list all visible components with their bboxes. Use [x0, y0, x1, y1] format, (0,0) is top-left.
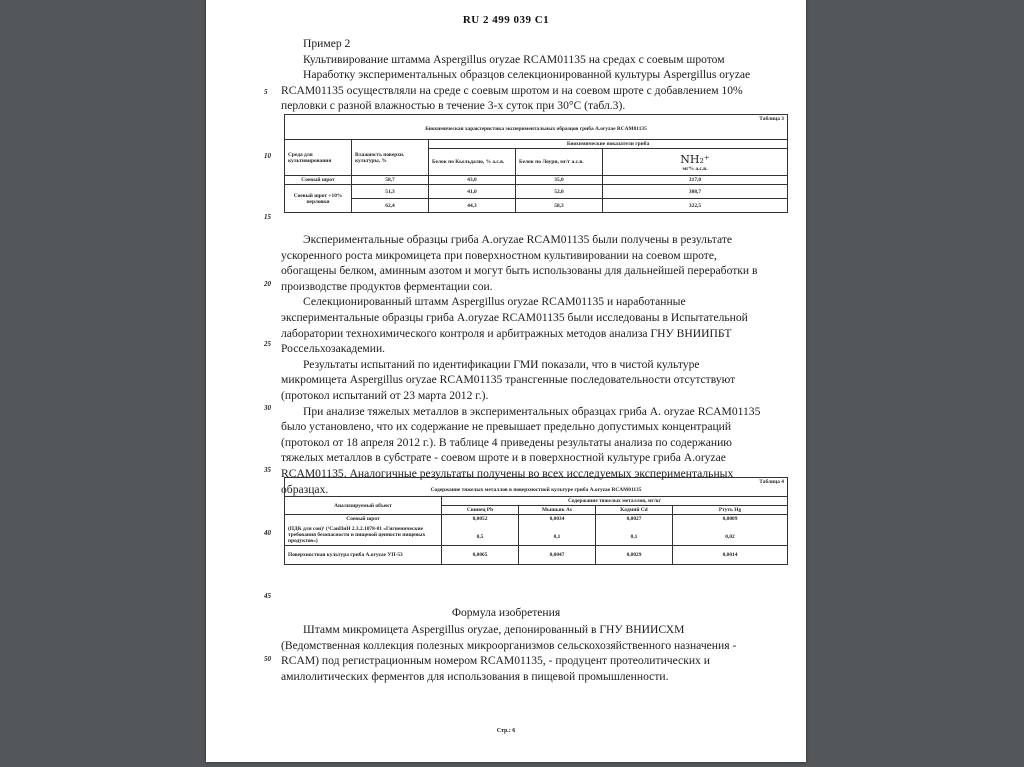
paragraph: Результаты испытаний по идентификации ГМИ показали, что в чистой культуре микромицета Aspergillus oryzae RCAM01135 трансгенные последовательности отсутствуют (протокол испытаний от 23 марта 2012 г.).	[281, 357, 736, 402]
cell-kjeldahl: 44,3	[429, 199, 516, 213]
cell-amine: 308,7	[603, 185, 788, 199]
cell-pb: 0,0052	[472, 516, 488, 522]
claim-block	[281, 622, 761, 684]
line-number: 10	[264, 152, 271, 160]
table-3	[284, 114, 788, 213]
example-title: Пример 2	[303, 37, 351, 50]
header-group: Биохимические показатели гриба	[429, 140, 788, 149]
header-pb: Свинец Pb	[442, 506, 519, 515]
cell-kjeldahl: 41,0	[429, 185, 516, 199]
line-number: 45	[264, 592, 271, 600]
header-amine	[603, 149, 788, 176]
cell-cd: 0,0027	[626, 516, 642, 522]
table-row	[285, 185, 788, 199]
document-page	[206, 0, 806, 762]
table-caption: Биохимическая характеристика экспериментальных образцов гриба A.oryzae RCAM01135	[425, 126, 647, 132]
cell-amine: 317,0	[603, 176, 788, 185]
header-object: Анализируемый объект	[285, 497, 442, 515]
cell-hg: 0,0009	[722, 516, 738, 522]
cell-as: 0,1	[553, 534, 561, 540]
paragraph: Наработку экспериментальных образцов селекционированной культуры Aspergillus oryzae RCAM01135 осуществляли на среде с соевым шротом и на соевом шроте с добавлением 10% перловки с разной влажностью в течение 3-х суток при 30°С (табл.3).	[281, 68, 751, 113]
line-number: 20	[264, 280, 271, 288]
header-humidity: Влажность поверхн. культуры, %	[352, 140, 429, 176]
line-number: 35	[264, 466, 271, 474]
header-group: Содержание тяжелых металлов, мг/кг	[442, 497, 788, 506]
intro-block	[281, 36, 761, 114]
paragraph: При анализе тяжелых металлов в экспериментальных образцах гриба A. oryzae RCAM01135 было установлено, что их содержание не превышает предельно допустимых концентраций (протокол от 18 апреля 2012 г.). В таблице 4 приведены результаты анализа по содержанию тяжелых металлов в субстрате - соевом шроте и в поверхностной культуре гриба A.oryzae RCAM01135. Аналогичные результаты получены во всех исследуемых экспериментальных образцах.	[281, 404, 761, 496]
cell-as: 0,0034	[549, 516, 565, 522]
cell-hg: 0,02	[725, 534, 735, 540]
cell-hg: 0,0014	[673, 546, 788, 565]
cell-as: 0,0047	[519, 546, 596, 565]
line-number: 25	[264, 340, 271, 348]
cell-kjeldahl: 43,0	[429, 176, 516, 185]
table-row	[285, 515, 788, 546]
header-kjeldahl: Белок по Кьельдалю, % а.с.в.	[429, 149, 516, 176]
table-4	[284, 477, 788, 565]
cell-humidity: 51,3	[352, 185, 429, 199]
header-as: Мышьяк As	[519, 506, 596, 515]
table-label: Таблица 3	[759, 116, 784, 122]
formula-title: Формула изобретения	[451, 606, 561, 619]
table-row	[285, 199, 788, 213]
paragraph: Селекционированный штамм Aspergillus oryzae RCAM01135 и наработанные экспериментальные образцы гриба A.oryzae RCAM01135 были исследованы в Испытательной лаборатории технохимического контроля и арбитражных методов анализа ГНУ ВНИИПБТ Россельхозакадемии.	[281, 295, 748, 356]
table-row	[285, 546, 788, 565]
claim-paragraph: Штамм микромицета Aspergillus oryzae, депонированный в ГНУ ВНИИСХМ (Ведомственная коллекция полезных микроорганизмов сельскохозяйственного назначения - RCAM) под регистрационным номером RCAM01135, - продуцент протеолитических и амилолитических ферментов для использования в пищевой промышленности.	[281, 623, 737, 683]
line-number: 5	[264, 88, 268, 96]
amine-unit: мг% а.с.в.	[682, 165, 708, 172]
header-hg: Ртуть Hg	[673, 506, 788, 515]
cell-amine: 322,5	[603, 199, 788, 213]
header-medium: Среда для культивирования	[285, 140, 352, 176]
table-label: Таблица 4	[759, 479, 784, 485]
cell-medium: Соевый шрот +10% перловки	[285, 185, 352, 213]
line-number: 30	[264, 404, 271, 412]
page-number: Стр.: 6	[496, 728, 516, 734]
document-number: RU 2 499 039 C1	[462, 14, 550, 26]
line-number: 15	[264, 213, 271, 221]
cell-cd: 0,0029	[596, 546, 673, 565]
cell-humidity: 58,7	[352, 176, 429, 185]
header-cd: Кадмий Cd	[596, 506, 673, 515]
cell-pb: 0,5	[476, 534, 484, 540]
cell-object: Поверхностная культура гриба A.oryzae УП-53	[285, 546, 442, 565]
line-number: 40	[264, 529, 271, 537]
header-lowry: Белок по Лоури, мг/г а.с.в.	[516, 149, 603, 176]
cell-object: (ПДК для сои)¹ (¹СанПиН 2.3.2.1078-01 «Гигиенические требования безопасности и пищевой ценности пищевых продуктов»)	[288, 526, 426, 544]
cell-pb: 0,0065	[442, 546, 519, 565]
cell-cd: 0,1	[630, 534, 638, 540]
cell-lowry: 52,0	[516, 185, 603, 199]
example-subtitle: Культивирование штамма Aspergillus oryzae RCAM01135 на средах с соевым шротом	[303, 52, 725, 66]
line-number: 50	[264, 655, 271, 663]
cell-lowry: 58,3	[516, 199, 603, 213]
cell-medium: Соевый шрот	[285, 176, 352, 185]
amine-formula: NH₂⁺	[680, 152, 710, 166]
cell-humidity: 62,4	[352, 199, 429, 213]
cell-object: Соевый шрот	[346, 516, 380, 522]
paragraph: Экспериментальные образцы гриба A.oryzae RCAM01135 были получены в результате ускоренного роста микромицета при поверхностном культивировании на соевом шроте, обогащены белком, аминным азотом и могут быть использованы для дальнейшей переработки в производстве продуктов ферментации сои.	[281, 233, 758, 293]
cell-lowry: 35,0	[516, 176, 603, 185]
results-block	[281, 232, 761, 497]
table-row	[285, 176, 788, 185]
table-caption: Содержание тяжелых металлов в поверхностной культуре гриба A.oryzae RCAM01135	[430, 487, 642, 493]
